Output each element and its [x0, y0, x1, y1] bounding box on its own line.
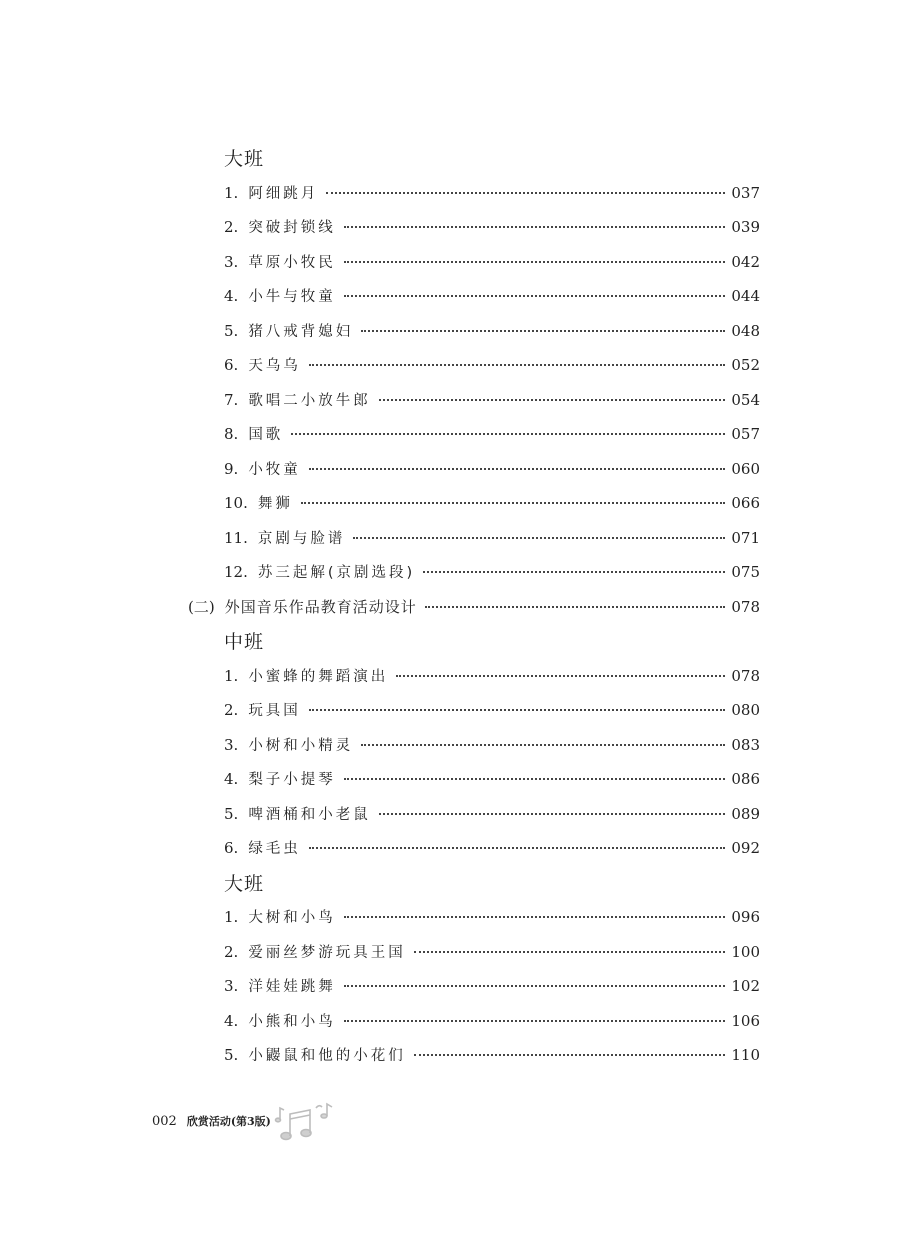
dot-leader	[309, 709, 726, 711]
toc-entry[interactable]	[224, 665, 760, 689]
entry-page-number: 078	[731, 597, 760, 616]
entry-title: 啤酒桶和小老鼠	[248, 806, 371, 823]
entry-page-number: 080	[731, 701, 760, 719]
toc-entry[interactable]	[224, 285, 760, 309]
toc-entry[interactable]	[224, 768, 760, 792]
toc-entry[interactable]	[224, 389, 760, 413]
dot-leader	[344, 261, 726, 263]
music-notes-icon	[272, 1100, 342, 1146]
dot-leader	[414, 1054, 726, 1056]
entry-number: 5.	[224, 804, 239, 823]
entry-number: 1.	[224, 666, 239, 685]
entry-number: 2.	[224, 942, 239, 961]
dot-leader	[344, 916, 726, 918]
entry-page-number: 042	[731, 252, 760, 271]
toc-entry[interactable]	[224, 1044, 760, 1068]
toc-entry[interactable]	[224, 803, 760, 827]
dot-leader	[344, 1020, 726, 1022]
toc-entry[interactable]	[224, 423, 760, 447]
entry-number: 9.	[224, 459, 239, 478]
entry-page-number: 039	[731, 218, 760, 236]
entry-page-number: 054	[731, 390, 760, 409]
toc-entry[interactable]	[224, 251, 760, 275]
entry-page-number: 102	[731, 977, 760, 995]
entry-number: (二)	[188, 597, 215, 616]
toc-entry[interactable]	[224, 527, 760, 551]
entry-page-number: 071	[731, 528, 760, 547]
dot-leader	[379, 813, 726, 815]
entry-number: 7.	[224, 390, 239, 409]
dot-leader	[344, 778, 726, 780]
dot-leader	[309, 364, 726, 366]
entry-title: 绿毛虫	[248, 841, 301, 857]
entry-page-number: 048	[731, 321, 760, 340]
entry-title: 小牧童	[248, 461, 301, 478]
entry-page-number: 110	[731, 1046, 760, 1064]
dot-leader	[414, 951, 726, 953]
entry-number: 3.	[224, 977, 239, 995]
entry-number: 5.	[224, 1046, 239, 1064]
entry-title: 突破封锁线	[248, 220, 336, 236]
toc-entry[interactable]	[224, 1010, 760, 1034]
entry-number: 4.	[224, 1011, 239, 1030]
section-heading: 中班	[224, 631, 265, 653]
entry-title: 歌唱二小放牛郎	[248, 392, 371, 409]
entry-title: 小鼹鼠和他的小花们	[248, 1048, 406, 1064]
entry-page-number: 100	[731, 942, 760, 961]
entry-page-number: 057	[731, 425, 760, 443]
toc-section-row[interactable]	[188, 596, 760, 620]
toc-entry[interactable]	[224, 354, 760, 378]
entry-page-number: 083	[731, 735, 760, 754]
toc-entry[interactable]	[224, 561, 760, 585]
entry-title: 京剧与脸谱	[257, 530, 346, 547]
entry-title: 洋娃娃跳舞	[248, 979, 336, 995]
entry-page-number: 106	[731, 1011, 760, 1030]
entry-number: 3.	[224, 252, 239, 271]
toc-entry[interactable]	[224, 734, 760, 758]
entry-page-number: 086	[731, 770, 760, 788]
entry-number: 5.	[224, 321, 239, 340]
dot-leader	[361, 330, 725, 332]
toc-entry[interactable]	[224, 182, 760, 206]
entry-number: 12.	[224, 563, 248, 581]
entry-title: 草原小牧民	[248, 254, 336, 271]
dot-leader	[379, 399, 726, 401]
entry-number: 11.	[224, 528, 248, 547]
section-heading: 大班	[224, 872, 265, 895]
entry-title: 阿细跳月	[248, 185, 319, 202]
entry-title: 大树和小鸟	[248, 910, 336, 926]
entry-number: 6.	[224, 839, 239, 857]
toc-entry[interactable]	[224, 216, 760, 240]
entry-title: 爱丽丝梦游玩具王国	[248, 944, 406, 961]
dot-leader	[344, 226, 726, 228]
toc-entry[interactable]	[224, 941, 760, 965]
dot-leader	[326, 192, 725, 194]
entry-number: 6.	[224, 356, 239, 374]
footer-book-title: 欣赏活动(第3版)	[186, 1115, 271, 1128]
dot-leader	[425, 606, 726, 608]
entry-page-number: 052	[731, 356, 760, 374]
toc-entry[interactable]	[224, 699, 760, 723]
dot-leader	[301, 502, 726, 504]
entry-page-number: 037	[731, 183, 760, 202]
entry-number: 10.	[224, 494, 248, 512]
footer-page-number: 002	[152, 1113, 177, 1129]
entry-number: 8.	[224, 425, 239, 443]
toc-entry[interactable]	[224, 492, 760, 516]
dot-leader	[309, 847, 726, 849]
toc-entry[interactable]	[224, 320, 760, 344]
entry-title: 苏三起解(京剧选段)	[257, 565, 416, 581]
entry-number: 4.	[224, 770, 239, 788]
entry-title: 国歌	[248, 427, 284, 443]
dot-leader	[396, 675, 725, 677]
entry-number: 2.	[224, 701, 239, 719]
entry-number: 3.	[224, 735, 239, 754]
entry-page-number: 060	[731, 459, 760, 478]
entry-page-number: 075	[731, 563, 760, 581]
dot-leader	[309, 468, 726, 470]
dot-leader	[423, 571, 725, 573]
page-footer	[152, 1113, 271, 1129]
entry-page-number: 044	[731, 287, 760, 305]
toc-entry[interactable]	[224, 906, 760, 930]
entry-page-number: 092	[731, 839, 760, 857]
entry-page-number: 096	[731, 908, 760, 926]
dot-leader	[344, 295, 726, 297]
entry-title: 玩具国	[248, 703, 301, 719]
dot-leader	[344, 985, 726, 987]
entry-title: 外国音乐作品教育活动设计	[224, 597, 417, 616]
toc-entry[interactable]	[224, 837, 760, 861]
entry-page-number: 066	[731, 494, 760, 512]
entry-page-number: 078	[731, 666, 760, 685]
entry-page-number: 089	[731, 804, 760, 823]
entry-title: 小蜜蜂的舞蹈演出	[248, 668, 389, 685]
entry-number: 1.	[224, 908, 239, 926]
toc-entry[interactable]	[224, 458, 760, 482]
section-heading: 大班	[224, 148, 265, 170]
entry-number: 4.	[224, 287, 239, 305]
entry-title: 猪八戒背媳妇	[248, 323, 354, 340]
dot-leader	[361, 744, 725, 746]
dot-leader	[353, 537, 725, 539]
toc-entry[interactable]	[224, 975, 760, 999]
entry-title: 舞狮	[257, 496, 293, 512]
entry-title: 天乌乌	[248, 358, 301, 374]
dot-leader	[291, 433, 725, 435]
entry-title: 小牛与牧童	[248, 289, 336, 305]
entry-number: 1.	[224, 183, 239, 202]
entry-title: 梨子小提琴	[248, 772, 336, 788]
entry-title: 小熊和小鸟	[248, 1013, 336, 1030]
entry-number: 2.	[224, 218, 239, 236]
entry-title: 小树和小精灵	[248, 737, 354, 754]
